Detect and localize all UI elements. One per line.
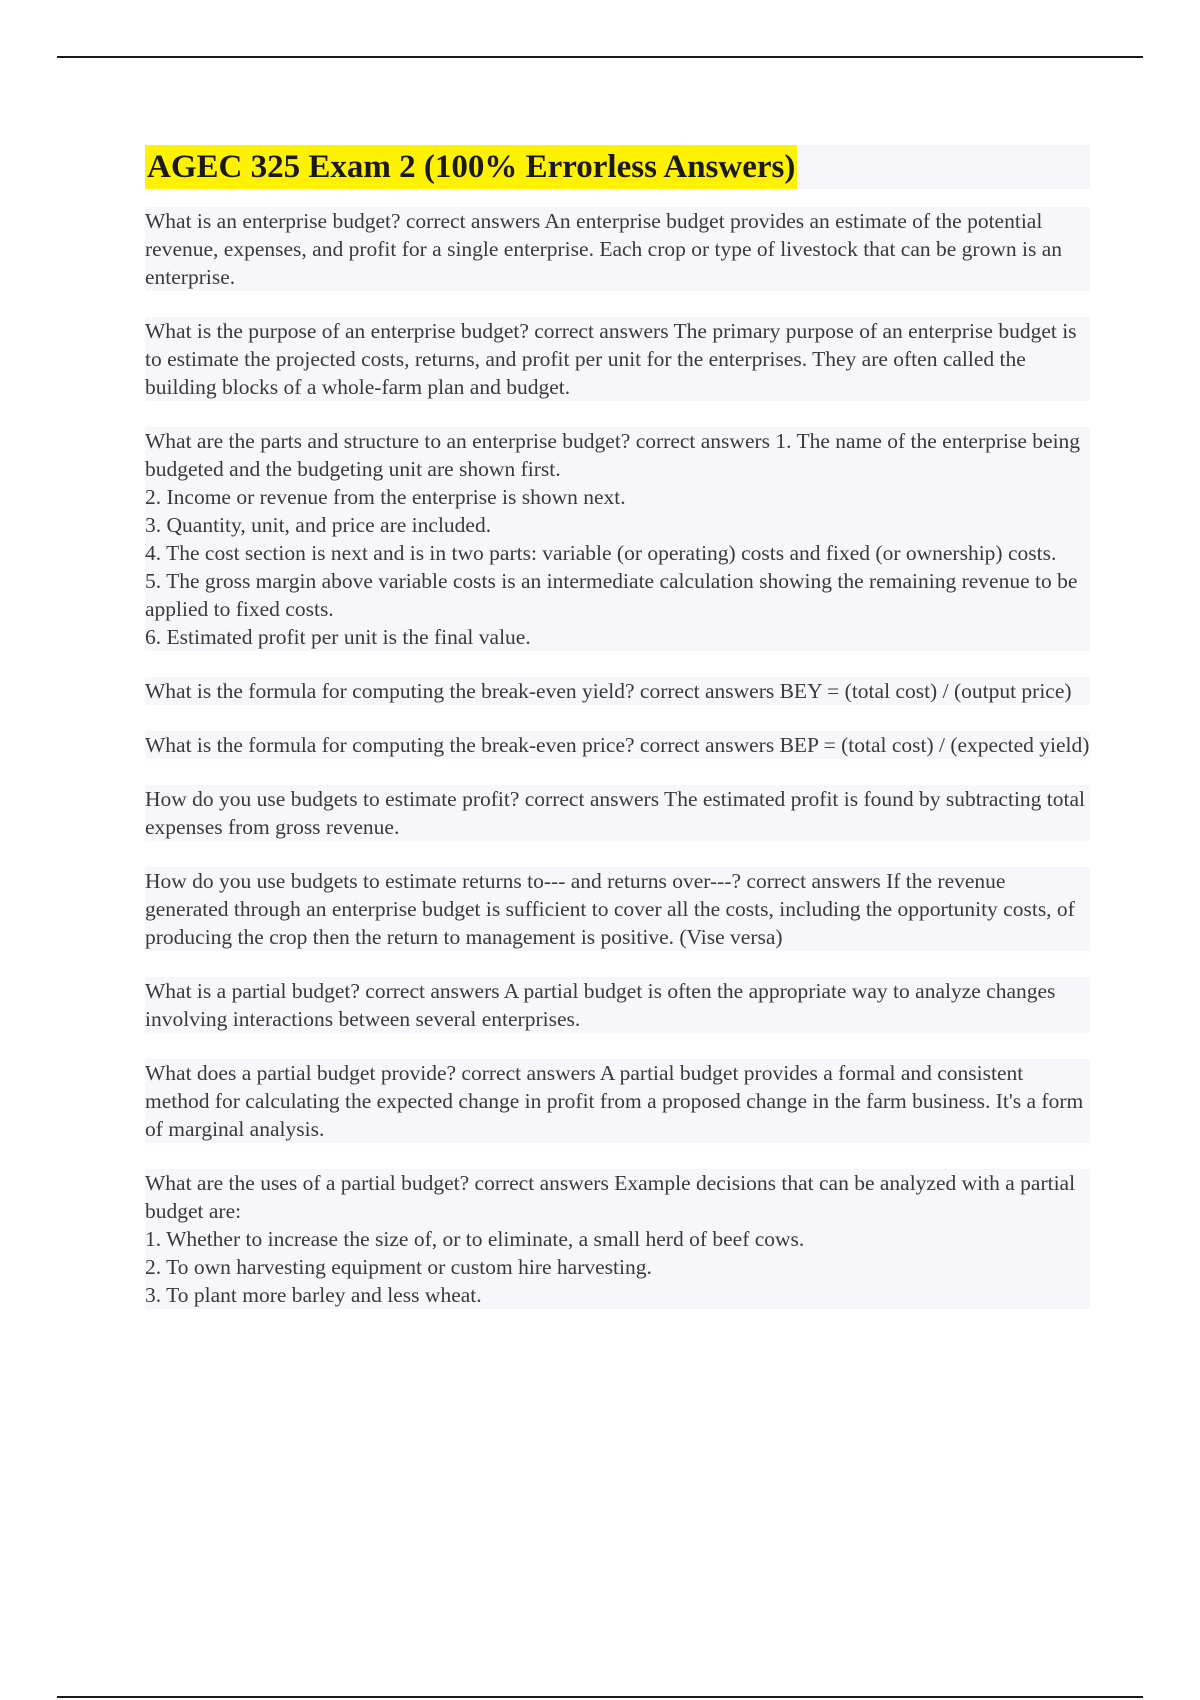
list-item: 2. To own harvesting equipment or custom hire harvesting. [145, 1253, 1090, 1281]
qa-entry [145, 677, 1090, 705]
list-item: 4. The cost section is next and is in two parts: variable (or operating) costs and fixed (or ownership) costs. [145, 539, 1090, 567]
qa-text: How do you use budgets to estimate profit? correct answers The estimated profit is found by subtracting total expenses from gross revenue. [145, 785, 1090, 841]
qa-entry [145, 207, 1090, 291]
qa-entry [145, 977, 1090, 1033]
qa-text: What is the formula for computing the break-even yield? correct answers BEY = (total cost) / (output price) [145, 677, 1090, 705]
qa-text: What is a partial budget? correct answers A partial budget is often the appropriate way to analyze changes involving interactions between several enterprises. [145, 977, 1090, 1033]
qa-text: What are the uses of a partial budget? correct answers Example decisions that can be analyzed with a partial budget are: [145, 1169, 1090, 1225]
qa-text: What is an enterprise budget? correct answers An enterprise budget provides an estimate of the potential revenue, expenses, and profit for a single enterprise. Each crop or type of livestock that can be grown is an enterprise. [145, 207, 1090, 291]
footer-rule [57, 1696, 1143, 1698]
qa-entry [145, 427, 1090, 651]
qa-text: What is the purpose of an enterprise budget? correct answers The primary purpose of an enterprise budget is to estimate the projected costs, returns, and profit per unit for the enterprises. They are often called the building blocks of a whole-farm plan and budget. [145, 317, 1090, 401]
qa-text: What does a partial budget provide? correct answers A partial budget provides a formal and consistent method for calculating the expected change in profit from a proposed change in the farm business. It's a form of marginal analysis. [145, 1059, 1090, 1143]
list-item: 3. To plant more barley and less wheat. [145, 1281, 1090, 1309]
list-item: 1. Whether to increase the size of, or to eliminate, a small herd of beef cows. [145, 1225, 1090, 1253]
qa-entry [145, 1169, 1090, 1309]
document-body [145, 145, 1090, 1335]
header-rule [57, 56, 1143, 58]
qa-entry [145, 1059, 1090, 1143]
title-band [145, 145, 1090, 189]
list-item: 5. The gross margin above variable costs is an intermediate calculation showing the remaining revenue to be applied to fixed costs. [145, 567, 1090, 623]
list-item: 2. Income or revenue from the enterprise is shown next. [145, 483, 1090, 511]
list-item: 6. Estimated profit per unit is the final value. [145, 623, 1090, 651]
qa-entry [145, 867, 1090, 951]
qa-text: How do you use budgets to estimate returns to--- and returns over---? correct answers If the revenue generated through an enterprise budget is sufficient to cover all the costs, including the opportunity costs, of producing the crop then the return to management is positive. (Vise versa) [145, 867, 1090, 951]
qa-text: What are the parts and structure to an enterprise budget? correct answers 1. The name of the enterprise being budgeted and the budgeting unit are shown first. [145, 427, 1090, 483]
list-item: 3. Quantity, unit, and price are included. [145, 511, 1090, 539]
qa-entry [145, 785, 1090, 841]
document-title: AGEC 325 Exam 2 (100% Errorless Answers) [145, 145, 797, 189]
qa-entry [145, 317, 1090, 401]
qa-entry [145, 731, 1090, 759]
qa-text: What is the formula for computing the break-even price? correct answers BEP = (total cost) / (expected yield) [145, 733, 1090, 757]
